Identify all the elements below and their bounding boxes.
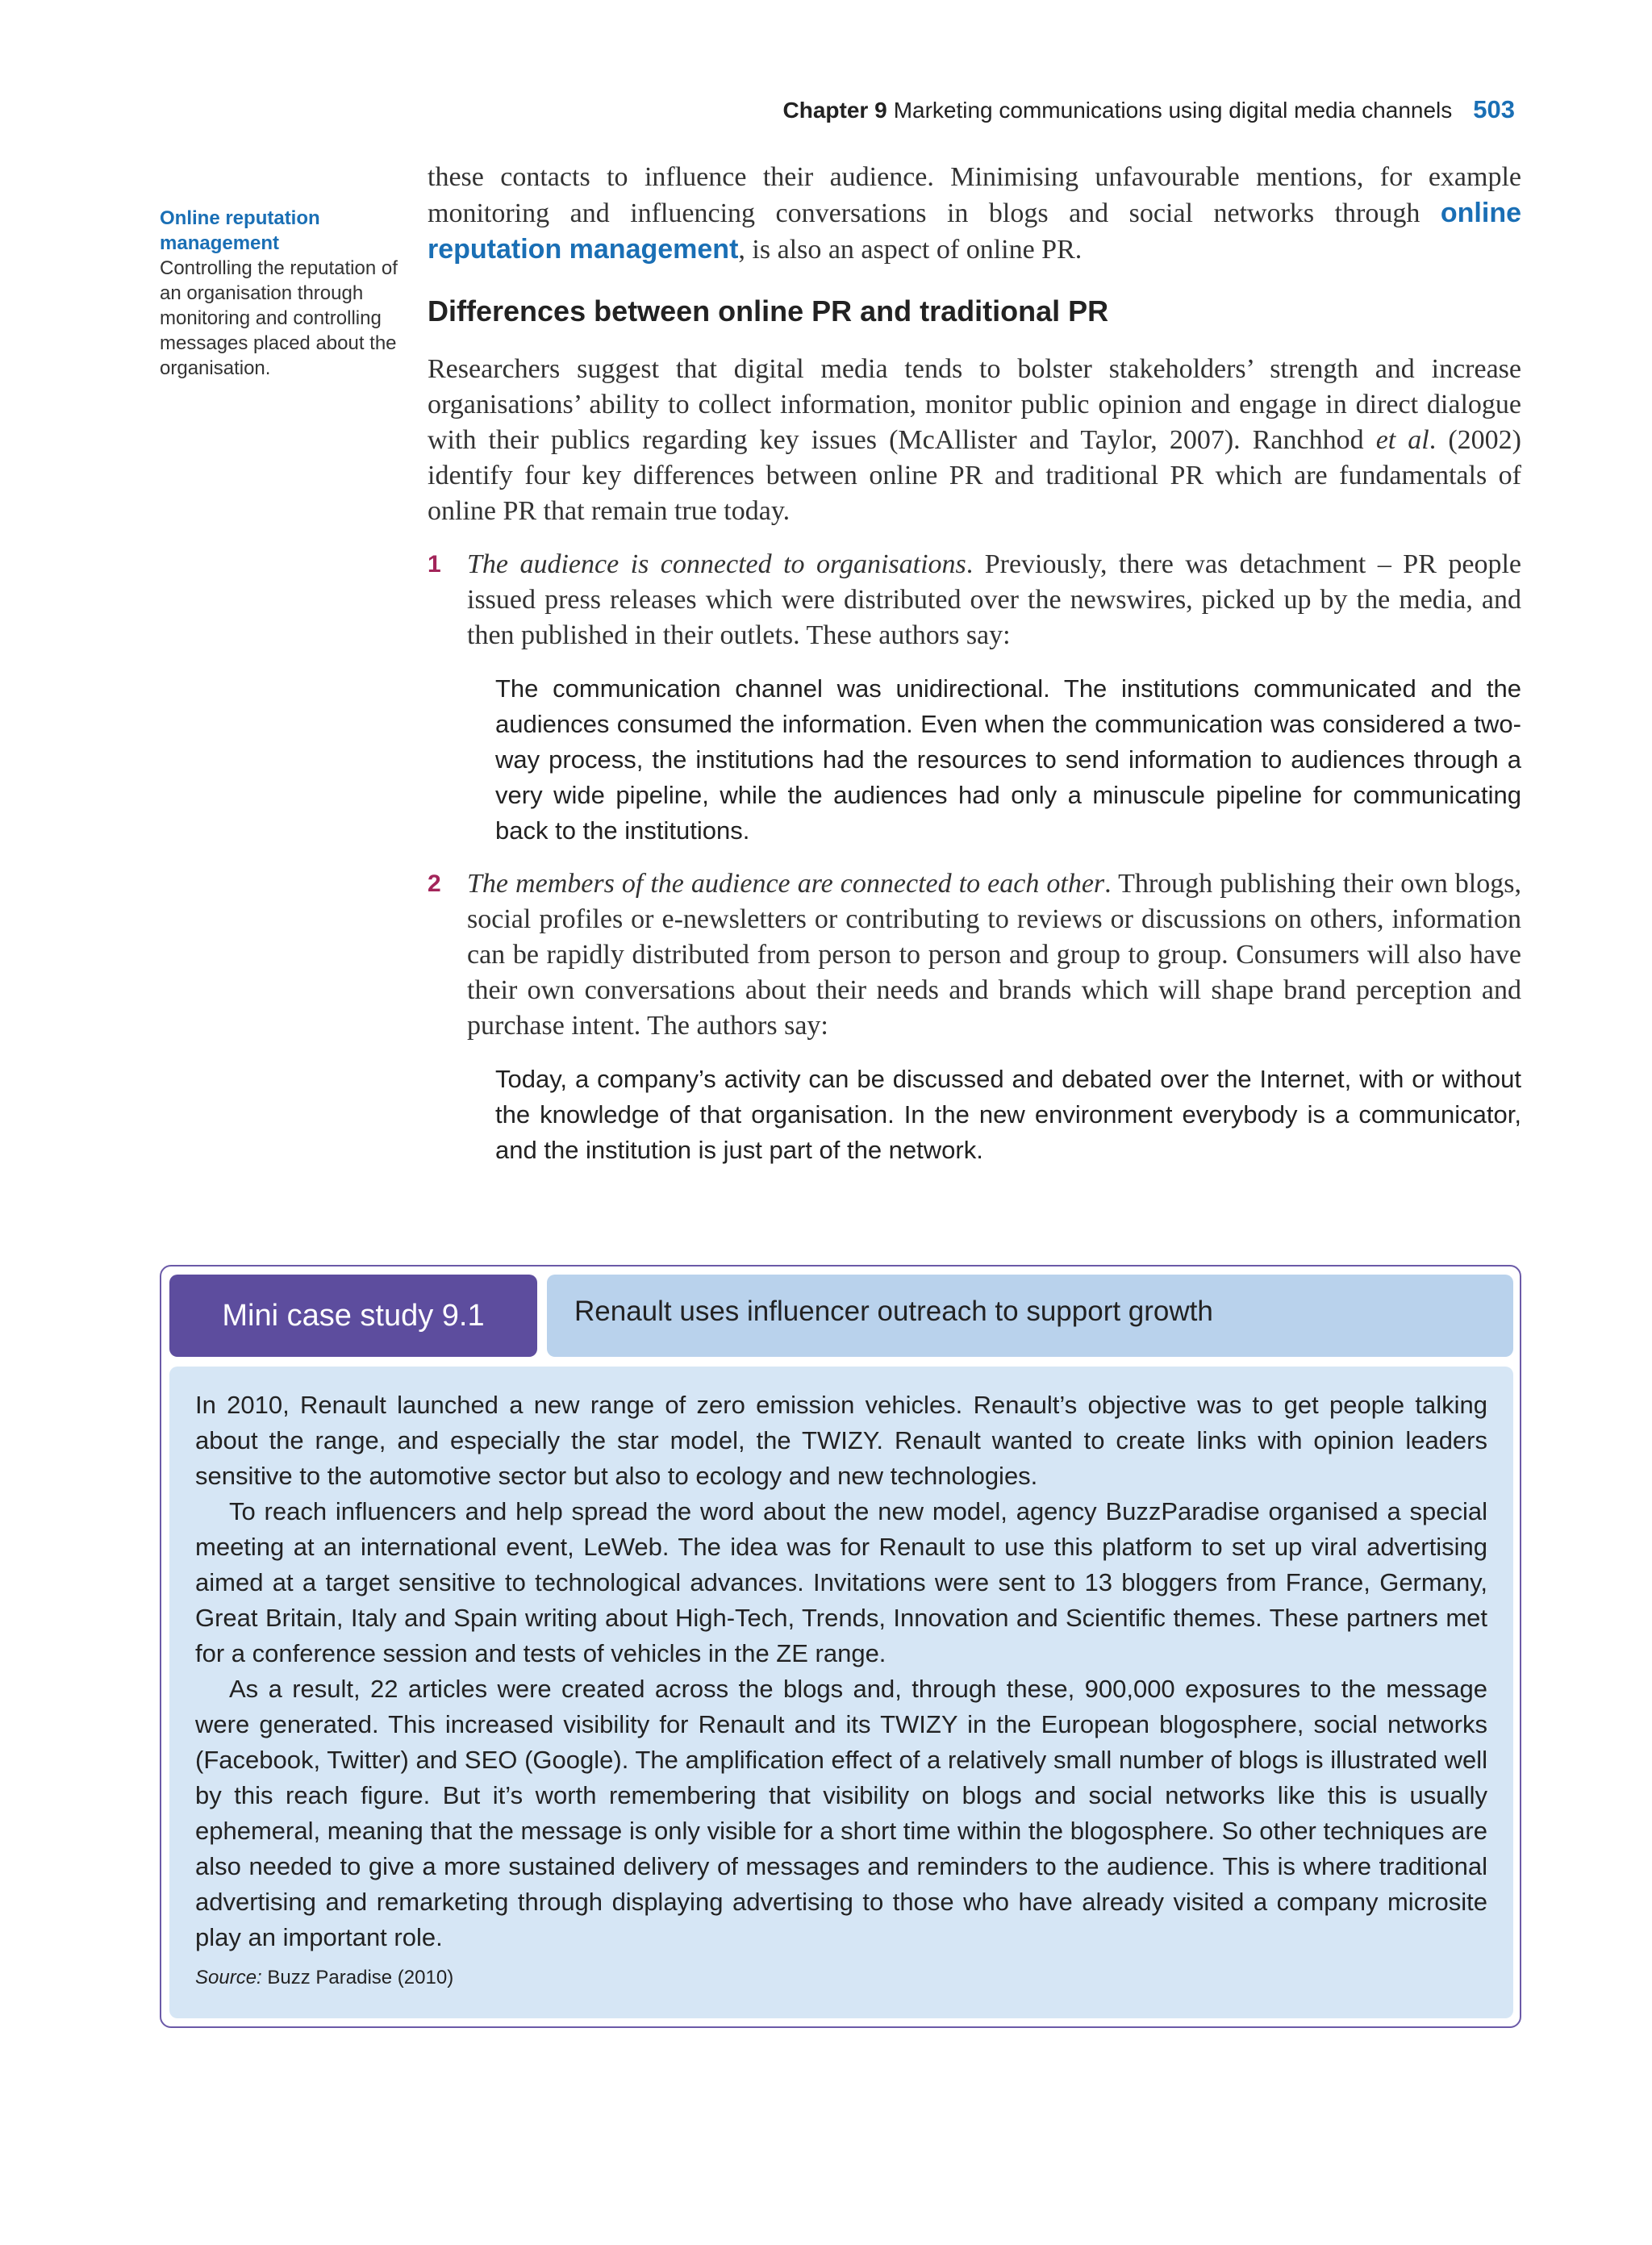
body-text: Researchers suggest that digital media tends to bolster stakeholders’ strength and increase organisations’ ability to collect information, monitor public opinion and engage in direct dialogue with their publics regarding key issues (McAllister and Taylor, 2007). Ranchhod — [428, 354, 1521, 455]
body-paragraph — [428, 352, 1521, 529]
intro-paragraph — [428, 160, 1521, 268]
item-number: 2 — [428, 870, 441, 897]
case-paragraph: As a result, 22 articles were created across the blogs and, through these, 900,000 exposures to the message were generated. This increased visibility for Renault and its TWIZY in the European blogosphere, social networks (Facebook, Twitter) and SEO (Google). The amplification effect of a relatively small number of blogs is illustrated well by this reach figure. But it’s worth remembering that visibility on blogs and social networks like this is usually ephemeral, meaning that the message is only visible for a short time within the blogosphere. So other techniques are also needed to give a more sustained delivery of messages and reminders to the audience. This is where traditional advertising and remarketing through displaying advertising to those who have already visited a company microsite play an important role. — [195, 1675, 1487, 1951]
source-label: Source: — [195, 1967, 262, 1988]
chapter-title: Marketing communications using digital media channels — [893, 98, 1453, 123]
running-head — [783, 95, 1515, 124]
key-term-link: online reputation management — [428, 198, 1521, 265]
main-text — [428, 160, 1521, 1186]
block-quote: The communication channel was unidirectional. The institutions communicated and the audiences consumed the information. Even when the communication was considered a two-way process, the institutions had the resources to send information to audiences through a very wide pipeline, while the audiences had only a minuscule pipeline for communicating back to the institutions. — [495, 674, 1521, 845]
numbered-item-1 — [428, 547, 1521, 653]
item-text — [467, 547, 1521, 653]
chapter-number: Chapter 9 — [782, 98, 887, 123]
block-quote: Today, a company’s activity can be discussed and debated over the Internet, with or without the knowledge of that organisation. In the new environment everybody is a communicator, and the institution is just part of the network. — [495, 1065, 1521, 1164]
glossary-definition: Controlling the reputation of an organisation through monitoring and controlling messages placed about the organisation. — [160, 257, 398, 379]
case-study-body — [169, 1367, 1513, 2018]
margin-glossary-note — [160, 206, 398, 381]
case-paragraph: In 2010, Renault launched a new range of zero emission vehicles. Renault’s objective was to get people talking about the range, and especially the star model, the TWIZY. Renault wanted to create links with opinion leaders sensitive to the automotive sector but also to ecology and new technologies. — [195, 1391, 1487, 1490]
body-text-end: . (2002) identify four key differences between online PR and traditional PR which are fundamentals of online PR that remain true today. — [428, 425, 1521, 526]
mini-case-study-box — [160, 1265, 1521, 2028]
intro-text-end: , is also an aspect of online PR. — [738, 235, 1083, 265]
item-lead: The audience is connected to organisations — [467, 549, 966, 579]
case-source — [195, 1965, 1487, 1991]
page-number: 503 — [1473, 95, 1515, 123]
section-heading: Differences between online PR and traditional PR — [428, 294, 1109, 328]
source-text: Buzz Paradise (2010) — [267, 1967, 454, 1988]
case-study-label: Mini case study 9.1 — [169, 1275, 537, 1357]
item-number: 1 — [428, 551, 441, 578]
numbered-item-2 — [428, 866, 1521, 1044]
case-paragraph: To reach influencers and help spread the word about the new model, agency BuzzParadise organised a special meeting at an international event, LeWeb. The idea was for Renault to use this platform to set up viral advertising aimed at a target sensitive to technological advances. Invitations were sent to 13 bloggers from France, Germany, Great Britain, Italy and Spain writing about High-Tech, Trends, Innovation and Scientific themes. These partners met for a conference session and tests of vehicles in the ZE range. — [195, 1497, 1487, 1667]
case-study-title: Renault uses influencer outreach to support growth — [547, 1275, 1513, 1357]
body-italic: et al — [1375, 425, 1429, 455]
item-body: . Through publishing their own blogs, social profiles or e-newsletters or contributing to reviews or discussions on others, information can be rapidly distributed from person to person and group to group. Consumers will also have their own conversations about their needs and brands which will shape brand perception and purchase intent. The authors say: — [467, 869, 1521, 1041]
item-lead: The members of the audience are connected to each other — [467, 869, 1105, 899]
glossary-term: Online reputation management — [160, 207, 320, 254]
intro-text: these contacts to influence their audience. Minimising unfavourable mentions, for example monitoring and influencing conversations in blogs and social networks through — [428, 162, 1521, 228]
item-body: . Previously, there was detachment – PR people issued press releases which were distributed over the newswires, picked up by the media, and then published in their outlets. These authors say: — [467, 549, 1521, 650]
item-text — [467, 866, 1521, 1044]
